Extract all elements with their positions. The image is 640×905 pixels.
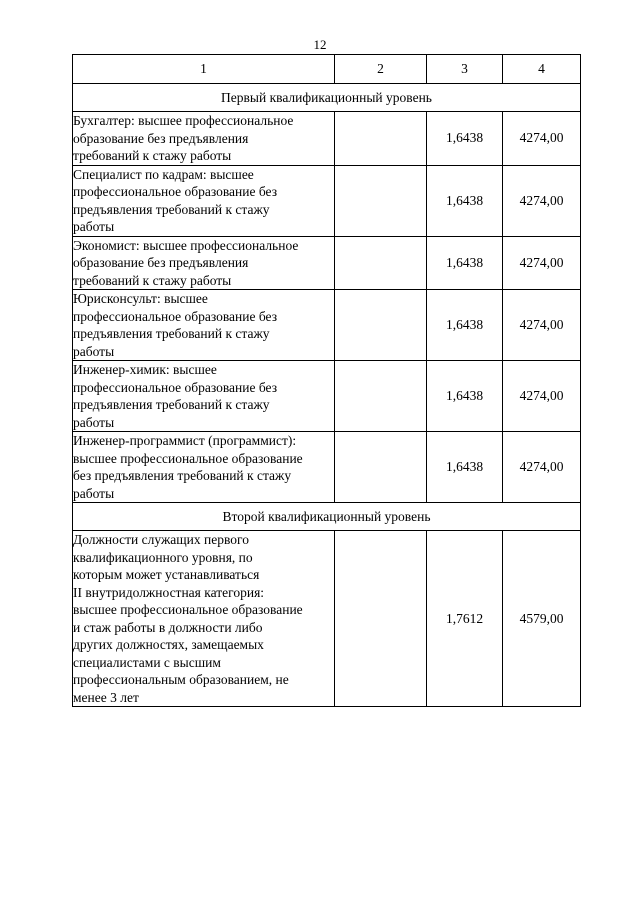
salary-cell: 4274,00 xyxy=(503,112,581,166)
group-cell xyxy=(335,432,427,503)
coefficient-cell: 1,6438 xyxy=(427,112,503,166)
description-line: профессиональное образование без xyxy=(73,379,278,395)
salary-cell: 4579,00 xyxy=(503,531,581,707)
table-row xyxy=(73,165,581,236)
position-description xyxy=(73,531,335,707)
group-cell xyxy=(335,531,427,707)
description-line: Специалист по кадрам: высшее xyxy=(73,166,254,182)
coefficient-cell: 1,7612 xyxy=(427,531,503,707)
position-description xyxy=(73,165,335,236)
description-line: требований к стажу работы xyxy=(73,148,232,163)
description-line: предъявления требований к стажу xyxy=(73,397,270,412)
table-row xyxy=(73,361,581,432)
salary-cell: 4274,00 xyxy=(503,165,581,236)
position-description xyxy=(73,361,335,432)
description-line: и стаж работы в должности либо xyxy=(73,619,263,635)
description-line: профессиональное образование без xyxy=(73,184,278,199)
header-cell: 3 xyxy=(427,55,503,84)
description-line: Инженер-программист (программист): xyxy=(73,433,297,448)
description-line: образование без предъявления xyxy=(73,130,249,146)
salary-cell: 4274,00 xyxy=(503,290,581,361)
salary-cell: 4274,00 xyxy=(503,236,581,290)
group-cell xyxy=(335,112,427,166)
description-line: Инженер-химик: высшее xyxy=(73,362,217,377)
description-line: Экономист: высшее профессиональное xyxy=(73,237,299,253)
description-line: работы xyxy=(73,219,115,234)
description-line: работы xyxy=(73,485,115,501)
qualification-level-title: Первый квалификационный уровень xyxy=(73,84,581,112)
position-description xyxy=(73,432,335,503)
table-header-row xyxy=(73,55,581,84)
position-description xyxy=(73,112,335,166)
coefficient-cell: 1,6438 xyxy=(427,361,503,432)
coefficient-cell: 1,6438 xyxy=(427,290,503,361)
description-line: квалификационного уровня, по xyxy=(73,549,253,565)
group-cell xyxy=(335,290,427,361)
description-line: профессиональным образованием, не xyxy=(73,672,289,687)
description-line: Юрисконсульт: высшее xyxy=(73,291,208,306)
description-line: других должностях, замещаемых xyxy=(73,637,264,652)
table-row xyxy=(73,290,581,361)
description-line: Должности служащих первого xyxy=(73,532,249,547)
table-row xyxy=(73,236,581,290)
description-line: менее 3 лет xyxy=(73,689,139,705)
position-description xyxy=(73,236,335,290)
coefficient-cell: 1,6438 xyxy=(427,236,503,290)
description-line: высшее профессиональное образование xyxy=(73,602,303,617)
position-description xyxy=(73,290,335,361)
header-cell: 1 xyxy=(73,55,335,84)
description-line: специалистами с высшим xyxy=(73,654,221,670)
description-line: образование без предъявления xyxy=(73,255,249,270)
description-line: Бухгалтер: высшее профессиональное xyxy=(73,113,294,128)
description-line: требований к стажу работы xyxy=(73,272,232,288)
page-number: 12 xyxy=(313,37,327,52)
coefficient-cell: 1,6438 xyxy=(427,165,503,236)
table-row xyxy=(73,531,581,707)
description-line: II внутридолжностная категория: xyxy=(73,584,265,600)
qualification-level-row xyxy=(73,84,581,112)
qualification-level-row xyxy=(73,503,581,531)
description-line: без предъявления требований к стажу xyxy=(73,468,292,483)
header-cell: 2 xyxy=(335,55,427,84)
description-line: предъявления требований к стажу xyxy=(73,326,270,341)
description-line: работы xyxy=(73,414,115,430)
header-cell: 4 xyxy=(503,55,581,84)
salary-cell: 4274,00 xyxy=(503,432,581,503)
description-line: предъявления требований к стажу xyxy=(73,201,270,217)
description-line: которым может устанавливаться xyxy=(73,567,260,582)
table-row xyxy=(73,432,581,503)
group-cell xyxy=(335,165,427,236)
description-line: профессиональное образование без xyxy=(73,308,278,324)
coefficient-cell: 1,6438 xyxy=(427,432,503,503)
salary-table xyxy=(72,54,581,707)
table-row xyxy=(73,112,581,166)
group-cell xyxy=(335,361,427,432)
description-line: работы xyxy=(73,343,115,359)
salary-cell: 4274,00 xyxy=(503,361,581,432)
group-cell xyxy=(335,236,427,290)
qualification-level-title: Второй квалификационный уровень xyxy=(73,503,581,531)
description-line: высшее профессиональное образование xyxy=(73,450,303,466)
